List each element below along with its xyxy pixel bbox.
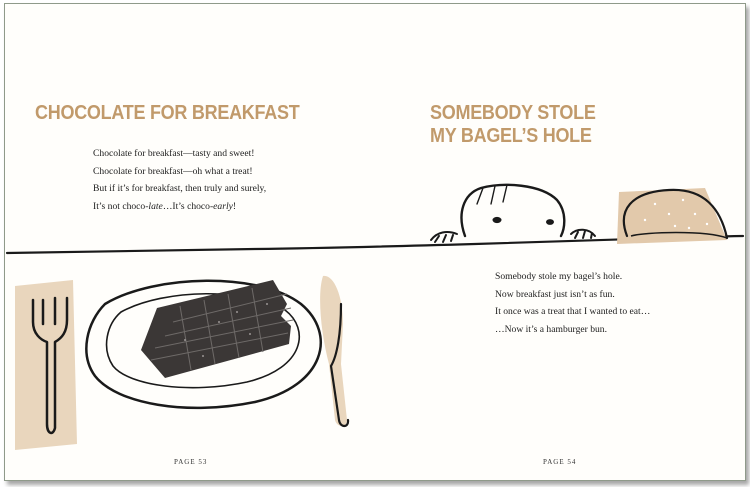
poem-title-line: SOMEBODY STOLE [430, 102, 596, 124]
poem-body [93, 145, 266, 215]
poem-body [495, 268, 650, 338]
poem-line-part: It’s not choco- [93, 200, 149, 212]
left-page [5, 4, 375, 480]
poem-line: Now breakfast just isn’t as fun. [495, 288, 615, 300]
poem-line [93, 198, 266, 216]
poem-title [430, 102, 596, 148]
poem-line: But if it’s for breakfast, then truly and surely, [93, 183, 267, 194]
right-page [375, 4, 745, 480]
poem-line: …Now it’s a hamburger bun. [495, 323, 608, 335]
poem-line: It once was a treat that I wanted to eat… [495, 306, 651, 317]
poem-title-line: MY BAGEL’S HOLE [430, 125, 592, 147]
page-number: PAGE 54 [543, 458, 577, 466]
poem-line: Chocolate for breakfast—oh what a treat! [93, 165, 253, 177]
poem-emphasis: late [148, 200, 163, 212]
poem-line-part: …It’s choco- [162, 200, 214, 212]
page-number: PAGE 53 [174, 458, 208, 466]
poem-line-part: ! [232, 200, 237, 212]
poem-emphasis: early [213, 200, 233, 212]
poem-line: Chocolate for breakfast—tasty and sweet! [93, 148, 255, 159]
poem-title: CHOCOLATE FOR BREAKFAST [35, 102, 300, 124]
book-spread [4, 3, 746, 481]
poem-line: Somebody stole my bagel’s hole. [495, 271, 623, 282]
